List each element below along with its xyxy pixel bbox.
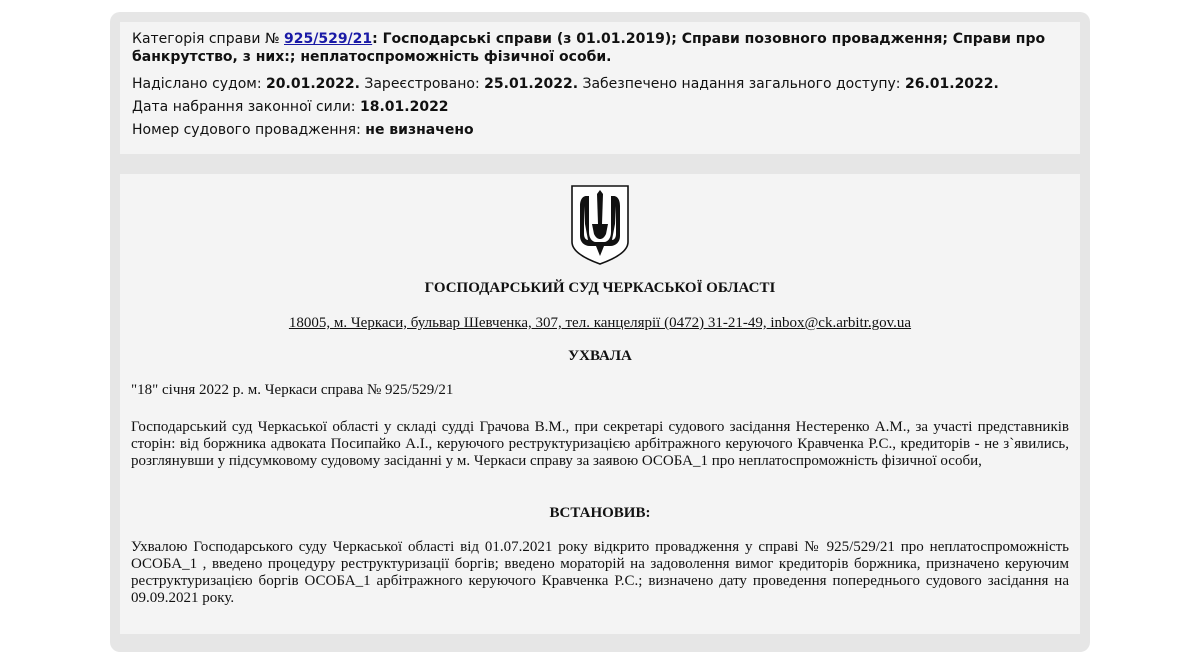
document-body bbox=[120, 174, 1080, 634]
category-label: Категорія справи № bbox=[132, 31, 280, 47]
court-address: 18005, м. Черкаси, бульвар Шевченка, 307, тел. канцелярії (0472) 31-21-49, inbox@ck.arbitr.gov.ua bbox=[288, 315, 912, 331]
dates-line bbox=[132, 73, 1068, 96]
access-label: Забезпечено надання загального доступу: bbox=[582, 76, 901, 92]
effective-label: Дата набрання законної сили: bbox=[132, 99, 356, 115]
effective-date-line bbox=[132, 96, 1068, 119]
sent-label: Надіслано судом: bbox=[132, 76, 262, 92]
proceeding-label: Номер судового провадження: bbox=[132, 122, 361, 138]
case-number-link[interactable]: 925/529/21 bbox=[284, 31, 373, 47]
case-metadata-panel bbox=[120, 22, 1080, 154]
effective-value: 18.01.2022 bbox=[359, 99, 449, 115]
access-value: 26.01.2022. bbox=[904, 76, 999, 92]
intro-paragraph: Господарський суд Черкаської області у складі судді Грачова В.М., при секретарі судового засідання Нестеренко А.М., за участі представників сторін: від боржника адвоката Посипайко А.І., керуючого реструктуризацією арбітражного керуючого Кравченка Р.С., кредиторів - не з`явились, розглянувши у підсумковому судовому засіданні у м. Черкаси справу за заявою ОСОБА_1 про неплатоспроможність фізичної особи, bbox=[131, 419, 1069, 469]
registered-value: 25.01.2022. bbox=[484, 76, 579, 92]
document-type-heading: УХВАЛА bbox=[568, 348, 632, 364]
court-name: ГОСПОДАРСЬКИЙ СУД ЧЕРКАСЬКОЇ ОБЛАСТІ bbox=[424, 280, 776, 296]
ukraine-trident-icon bbox=[570, 184, 630, 266]
registered-label: Зареєстровано: bbox=[364, 76, 480, 92]
proceeding-number-line bbox=[132, 119, 1068, 142]
established-paragraph: Ухвалою Господарського суду Черкаської області від 01.07.2021 року відкрито провадження у справі № 925/529/21 про неплатоспроможність ОСОБА_1 , введено процедуру реструктуризації боргів; введено мораторій на задоволення вимог кредиторів боржника, призначено керуючим реструктуризацією боргів ОСОБА_1 арбітражного керуючого Кравченка Р.С.; визначено дату проведення попереднього судового засідання на 09.09.2021 року. bbox=[131, 539, 1069, 606]
document-date-line: "18" січня 2022 р. м. Черкаси справа № 925/529/21 bbox=[131, 382, 454, 398]
category-value: : Господарські справи (з 01.01.2019); Справи позовного провадження; Справи про банкрутство, з них:; неплатоспроможність фізичної особи. bbox=[132, 31, 1046, 65]
case-category-line bbox=[132, 30, 1068, 66]
sent-value: 20.01.2022. bbox=[266, 76, 360, 92]
proceeding-value: не визначено bbox=[365, 122, 474, 138]
established-heading: ВСТАНОВИВ: bbox=[549, 505, 651, 521]
